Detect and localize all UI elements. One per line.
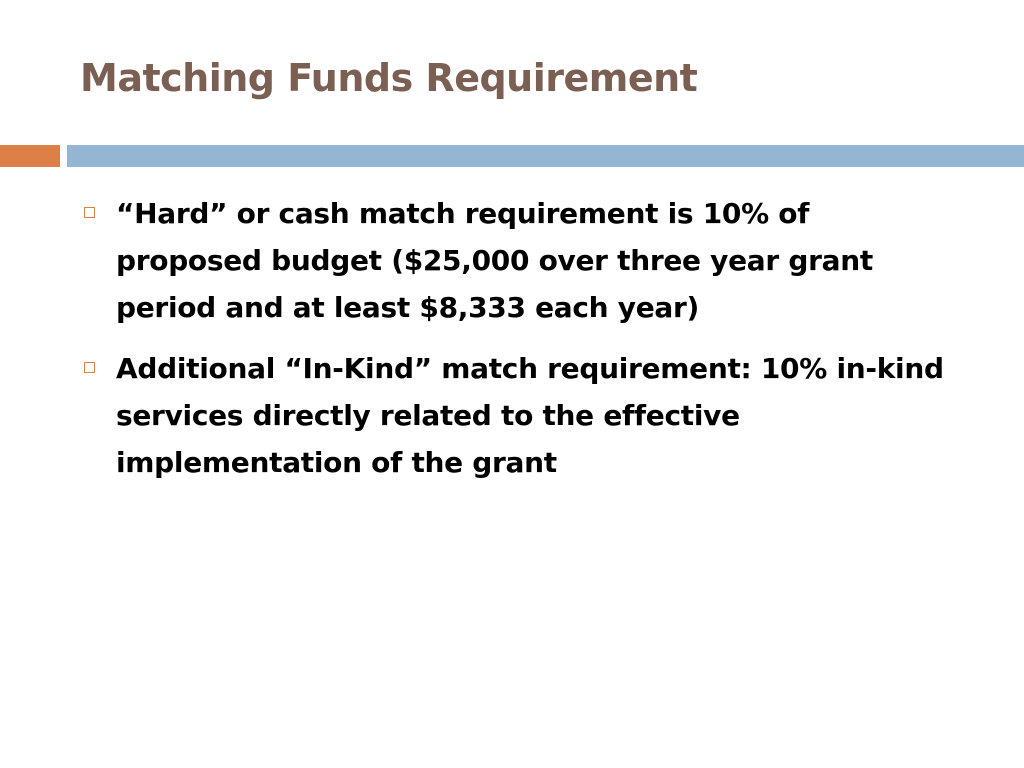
- accent-bar-orange: [0, 145, 60, 167]
- hollow-square-bullet-icon: [84, 207, 95, 218]
- bullet-text: “Hard” or cash match requirement is 10% of proposed budget ($25,000 over three year grant period and at least $8,333 each year): [116, 197, 873, 324]
- hollow-square-bullet-icon: [84, 362, 95, 373]
- bullet-item-in-kind-match: [80, 345, 960, 486]
- slide-title: Matching Funds Requirement: [80, 56, 698, 100]
- accent-bar-blue: [67, 145, 1024, 167]
- bullet-list: [80, 190, 960, 500]
- bullet-item-hard-match: [80, 190, 960, 331]
- bullet-text: Additional “In-Kind” match requirement: 10% in-kind services directly related to the effective implementation of the grant: [116, 352, 944, 479]
